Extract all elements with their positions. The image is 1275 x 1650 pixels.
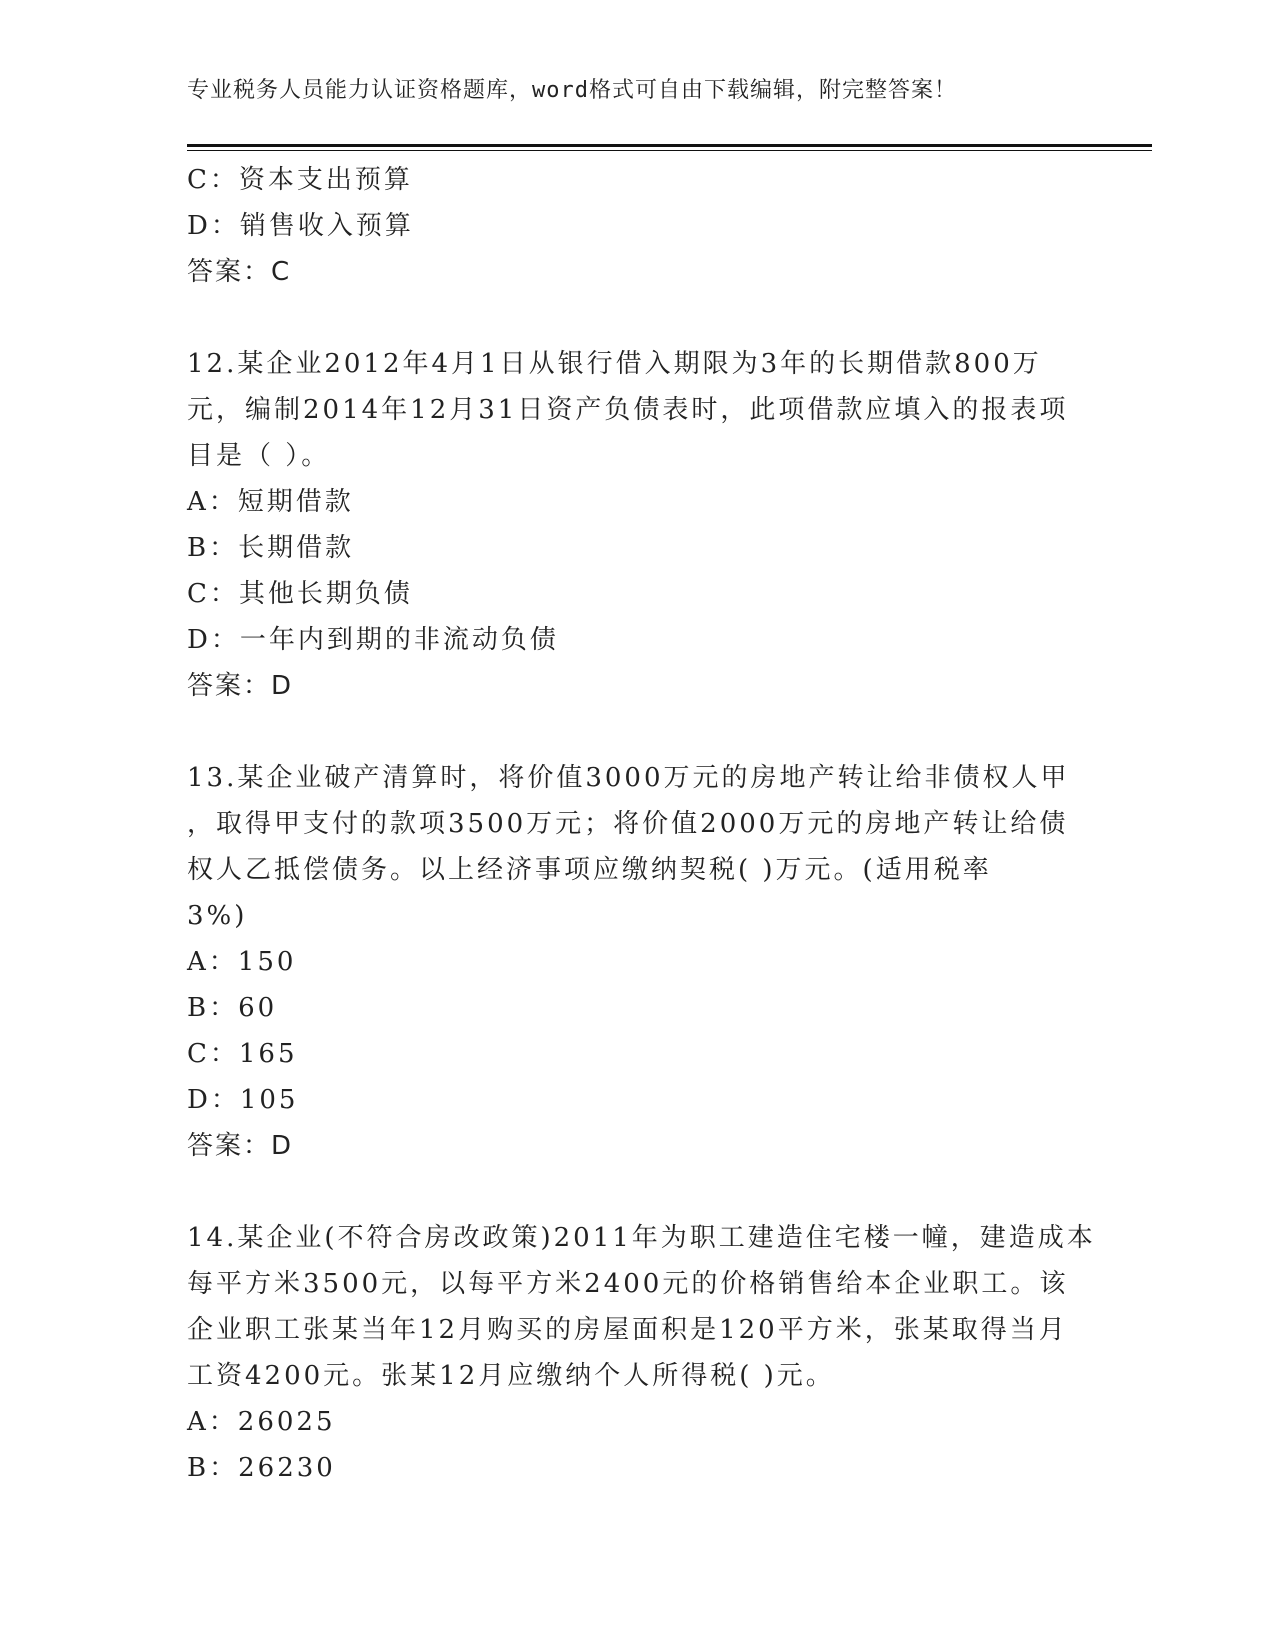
q12-option-d: D：一年内到期的非流动负债 — [187, 625, 559, 655]
q14-stem-line: 14.某企业(不符合房改政策)2011年为职工建造住宅楼一幢，建造成本 — [187, 1223, 1096, 1253]
q13-option-b: B：60 — [187, 993, 278, 1023]
q14-stem-line: 工资4200元。张某12月应缴纳个人所得税( )元。 — [187, 1361, 835, 1391]
q13-stem-line: 3%) — [187, 901, 248, 931]
q12-option-b: B：长期借款 — [187, 533, 355, 563]
q12-stem-line: 12.某企业2012年4月1日从银行借入期限为3年的长期借款800万 — [187, 349, 1042, 379]
q13-option-d: D：105 — [187, 1085, 299, 1115]
q13-option-c: C：165 — [187, 1039, 298, 1069]
q12-stem-line: 元，编制2014年12月31日资产负债表时，此项借款应填入的报表项 — [187, 395, 1069, 425]
q12-option-c: C：其他长期负债 — [187, 579, 413, 609]
q14-option-b: B：26230 — [187, 1453, 336, 1483]
spacer — [187, 295, 1087, 341]
spacer — [187, 709, 1087, 755]
q14-option-a: A：26025 — [187, 1407, 336, 1437]
spacer — [187, 1169, 1087, 1215]
q14-stem-line: 每平方米3500元，以每平方米2400元的价格销售给本企业职工。该 — [187, 1269, 1069, 1299]
q11-option-c: C：资本支出预算 — [187, 165, 413, 195]
q12-stem-line: 目是（ ）。 — [187, 441, 331, 471]
q11-option-d: D：销售收入预算 — [187, 211, 414, 241]
q12-answer: 答案：D — [187, 671, 294, 701]
page-header: 专业税务人员能力认证资格题库，word格式可自由下载编辑，附完整答案！ — [187, 78, 957, 103]
q12-option-a: A：短期借款 — [187, 487, 354, 517]
q13-stem-line: ，取得甲支付的款项3500万元；将价值2000万元的房地产转让给债 — [187, 809, 1069, 839]
q14-stem-line: 企业职工张某当年12月购买的房屋面积是120平方米，张某取得当月 — [187, 1315, 1068, 1345]
header-divider-thick — [187, 144, 1152, 147]
q13-stem-line: 13.某企业破产清算时，将价值3000万元的房地产转让给非债权人甲 — [187, 763, 1070, 793]
q13-stem-line: 权人乙抵偿债务。以上经济事项应缴纳契税( )万元。(适用税率 — [187, 855, 992, 885]
q11-answer: 答案：C — [187, 257, 292, 287]
q13-option-a: A：150 — [187, 947, 297, 977]
header-divider-thin — [187, 150, 1152, 151]
question-content — [187, 157, 1096, 1491]
q13-answer: 答案：D — [187, 1131, 294, 1161]
